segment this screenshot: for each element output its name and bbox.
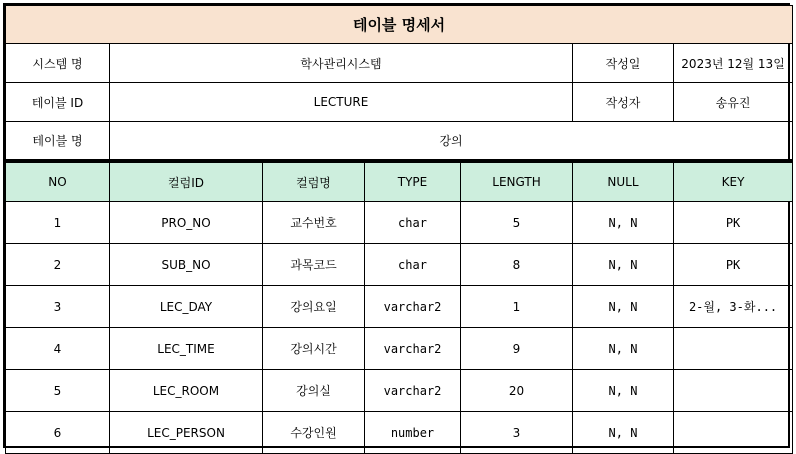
table-row [6, 202, 793, 244]
col-header-no: NO [6, 163, 110, 202]
cell-length: 5 [461, 202, 573, 244]
cell-length: 8 [461, 244, 573, 286]
cell-length: 3 [461, 412, 573, 454]
cell-no: 2 [6, 244, 110, 286]
cell-no: 3 [6, 286, 110, 328]
cell-type: varchar2 [365, 370, 461, 412]
table-spec-sheet [3, 3, 790, 448]
cell-null: N, N [573, 244, 674, 286]
cell-column-id: PRO_NO [110, 202, 263, 244]
col-header-column-name: 컬럼명 [263, 163, 365, 202]
cell-type: varchar2 [365, 328, 461, 370]
table-name-value: 강의 [110, 122, 793, 161]
table-row [6, 412, 793, 454]
cell-column-name: 강의요일 [263, 286, 365, 328]
cell-column-name: 강의시간 [263, 328, 365, 370]
cell-key: PK [674, 202, 793, 244]
cell-null: N, N [573, 286, 674, 328]
cell-type: number [365, 412, 461, 454]
cell-column-name: 과목코드 [263, 244, 365, 286]
cell-null: N, N [573, 412, 674, 454]
cell-no: 4 [6, 328, 110, 370]
author-value: 송유진 [674, 83, 793, 122]
cell-no: 6 [6, 412, 110, 454]
table-row [6, 370, 793, 412]
cell-null: N, N [573, 370, 674, 412]
cell-column-id: LEC_ROOM [110, 370, 263, 412]
cell-length: 20 [461, 370, 573, 412]
table-row [6, 244, 793, 286]
cell-null: N, N [573, 328, 674, 370]
cell-type: varchar2 [365, 286, 461, 328]
date-label: 작성일 [573, 44, 674, 83]
table-id-value: LECTURE [110, 83, 573, 122]
cell-column-id: SUB_NO [110, 244, 263, 286]
cell-key [674, 412, 793, 454]
col-header-null: NULL [573, 163, 674, 202]
cell-length: 1 [461, 286, 573, 328]
col-header-length: LENGTH [461, 163, 573, 202]
cell-null: N, N [573, 202, 674, 244]
cell-column-name: 강의실 [263, 370, 365, 412]
cell-key [674, 370, 793, 412]
spec-table [5, 5, 793, 454]
cell-key: PK [674, 244, 793, 286]
table-id-label: 테이블 ID [6, 83, 110, 122]
cell-length: 9 [461, 328, 573, 370]
col-header-type: TYPE [365, 163, 461, 202]
cell-column-id: LEC_DAY [110, 286, 263, 328]
cell-no: 1 [6, 202, 110, 244]
author-label: 작성자 [573, 83, 674, 122]
page-title: 테이블 명세서 [6, 6, 793, 44]
col-header-key: KEY [674, 163, 793, 202]
col-header-column-id: 컬럼ID [110, 163, 263, 202]
cell-column-name: 교수번호 [263, 202, 365, 244]
cell-no: 5 [6, 370, 110, 412]
system-name-value: 학사관리시스템 [110, 44, 573, 83]
cell-column-name: 수강인원 [263, 412, 365, 454]
table-name-label: 테이블 명 [6, 122, 110, 161]
table-row [6, 286, 793, 328]
cell-type: char [365, 202, 461, 244]
cell-type: char [365, 244, 461, 286]
cell-key: 2-월, 3-화... [674, 286, 793, 328]
cell-column-id: LEC_TIME [110, 328, 263, 370]
system-name-label: 시스템 명 [6, 44, 110, 83]
date-value: 2023년 12월 13일 [674, 44, 793, 83]
cell-key [674, 328, 793, 370]
cell-column-id: LEC_PERSON [110, 412, 263, 454]
table-row [6, 328, 793, 370]
